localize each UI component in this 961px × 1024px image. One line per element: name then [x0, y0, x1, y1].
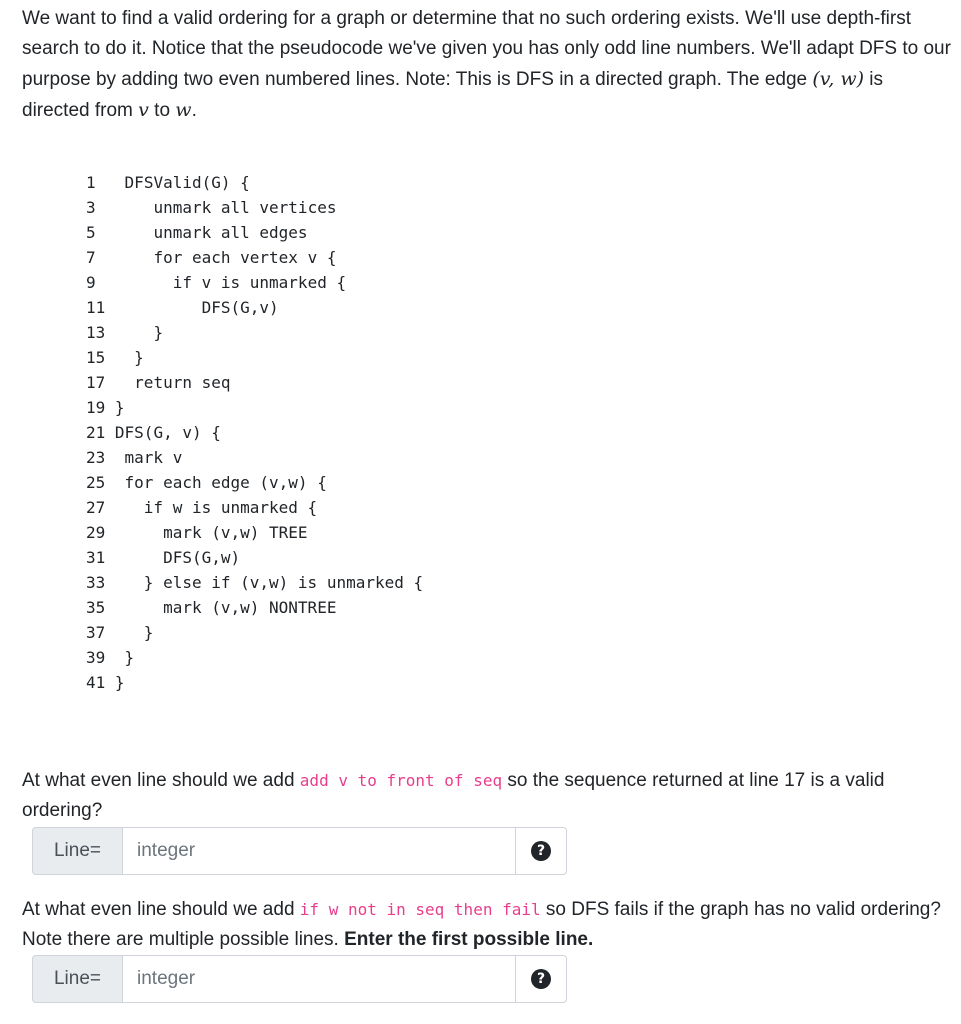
code-line-number: 37 — [86, 623, 106, 642]
code-line-number: 11 — [86, 298, 106, 317]
code-indent — [96, 173, 125, 192]
code-indent — [105, 573, 144, 592]
code-line-text: DFS(G,v) — [201, 298, 279, 317]
code-indent — [105, 398, 115, 417]
q2-help-button[interactable] — [515, 955, 567, 1003]
q2-code-snippet: if w not in seq then fail — [299, 900, 541, 919]
code-line-number: 13 — [86, 323, 106, 342]
math-w: w — [175, 99, 192, 121]
code-indent — [105, 523, 163, 542]
code-line-number: 31 — [86, 548, 106, 567]
code-indent — [105, 298, 201, 317]
code-indent — [105, 548, 163, 567]
code-line-text: for each vertex v { — [153, 248, 337, 267]
code-indent — [105, 423, 115, 442]
code-line-number: 27 — [86, 498, 106, 517]
code-line-number: 29 — [86, 523, 106, 542]
code-indent — [105, 623, 144, 642]
code-line — [86, 170, 423, 195]
code-line-text: } else if (v,w) is unmarked { — [143, 573, 424, 592]
code-line — [86, 520, 423, 545]
code-indent — [105, 473, 124, 492]
question-circle-icon: ? — [531, 841, 551, 861]
code-line-text: return seq — [134, 373, 231, 392]
code-line — [86, 670, 423, 695]
code-line — [86, 220, 423, 245]
code-line-number: 3 — [86, 198, 96, 217]
code-indent — [96, 198, 154, 217]
code-line-number: 39 — [86, 648, 106, 667]
code-indent — [105, 673, 115, 692]
code-line-text: DFS(G,w) — [163, 548, 241, 567]
code-line-text: DFSValid(G) { — [124, 173, 250, 192]
q2-bold-instruction: Enter the first possible line. — [344, 929, 594, 950]
code-line — [86, 595, 423, 620]
code-line — [86, 370, 423, 395]
code-line — [86, 495, 423, 520]
code-indent — [105, 598, 163, 617]
code-line-number: 41 — [86, 673, 106, 692]
code-line — [86, 270, 423, 295]
question-1-text — [22, 766, 952, 826]
code-line — [86, 545, 423, 570]
code-indent — [105, 373, 134, 392]
code-line-text: mark (v,w) NONTREE — [163, 598, 337, 617]
code-line — [86, 570, 423, 595]
code-line-text: } — [153, 323, 164, 342]
code-indent — [105, 448, 124, 467]
code-indent — [96, 248, 154, 267]
code-line-number: 7 — [86, 248, 96, 267]
code-indent — [105, 498, 144, 517]
code-line-text: DFS(G, v) { — [114, 423, 221, 442]
code-line-number: 19 — [86, 398, 106, 417]
code-line — [86, 470, 423, 495]
code-line-text: for each edge (v,w) { — [124, 473, 327, 492]
code-indent — [105, 323, 153, 342]
code-line — [86, 195, 423, 220]
pseudocode-block — [86, 170, 423, 695]
math-v: v — [138, 99, 149, 121]
question-2-text — [22, 895, 952, 955]
code-indent — [96, 223, 154, 242]
code-line-number: 9 — [86, 273, 96, 292]
code-line-number: 25 — [86, 473, 106, 492]
code-line — [86, 295, 423, 320]
code-line — [86, 395, 423, 420]
intro-text-2: is directed from — [22, 69, 884, 121]
code-line-text: if w is unmarked { — [143, 498, 318, 517]
intro-text-1: We want to find a valid ordering for a graph or determine that no such ordering exists. We'll use depth-first search to do it. Notice that the pseudocode we've given you has only odd line numbers. We'll adapt DFS to our purpose by adding two even numbered lines. Note: This is DFS in a directed graph. The edge — [22, 8, 951, 90]
code-indent — [105, 348, 134, 367]
code-line-number: 5 — [86, 223, 96, 242]
code-line-text: unmark all edges — [153, 223, 308, 242]
code-line — [86, 420, 423, 445]
code-line — [86, 445, 423, 470]
code-indent — [105, 648, 124, 667]
q1-before: At what even line should we add — [22, 770, 300, 791]
code-line — [86, 320, 423, 345]
problem-intro — [22, 4, 952, 126]
code-line-number: 35 — [86, 598, 106, 617]
code-line-text: } — [143, 623, 154, 642]
q1-line-input[interactable] — [123, 827, 515, 875]
code-indent — [96, 273, 173, 292]
q2-before: At what even line should we add — [22, 899, 300, 920]
code-line-text: mark (v,w) TREE — [163, 523, 308, 542]
code-line-number: 1 — [86, 173, 96, 192]
q1-after: so the sequence returned at line 17 is a valid ordering? — [22, 770, 885, 821]
math-edge: (v, w) — [812, 68, 865, 90]
code-line-text: } — [114, 398, 125, 417]
q1-code-snippet: add v to front of seq — [299, 771, 503, 790]
code-line — [86, 245, 423, 270]
code-line-number: 23 — [86, 448, 106, 467]
code-line-text: if v is unmarked { — [172, 273, 347, 292]
intro-text-3: to — [148, 100, 176, 121]
code-line-text: } — [114, 673, 125, 692]
code-line-text: } — [134, 348, 144, 367]
code-line-number: 15 — [86, 348, 106, 367]
question-2-answer-group — [32, 955, 567, 1003]
code-line — [86, 645, 423, 670]
code-line-number: 33 — [86, 573, 106, 592]
q2-line-label: Line= — [32, 955, 123, 1003]
code-line-text: } — [124, 648, 135, 667]
code-line-number: 17 — [86, 373, 106, 392]
code-line — [86, 345, 423, 370]
intro-text-4: . — [191, 100, 197, 121]
code-line-text: mark v — [124, 448, 183, 467]
code-line-text: unmark all vertices — [153, 198, 337, 217]
question-1-answer-group — [32, 827, 567, 875]
q1-line-label: Line= — [32, 827, 123, 875]
q1-help-button[interactable] — [515, 827, 567, 875]
question-circle-icon: ? — [531, 969, 551, 989]
q2-line-input[interactable] — [123, 955, 515, 1003]
q2-after: so DFS fails if the graph has no valid ordering? Note there are multiple possible lines. — [22, 899, 941, 950]
code-line — [86, 620, 423, 645]
code-line-number: 21 — [86, 423, 106, 442]
